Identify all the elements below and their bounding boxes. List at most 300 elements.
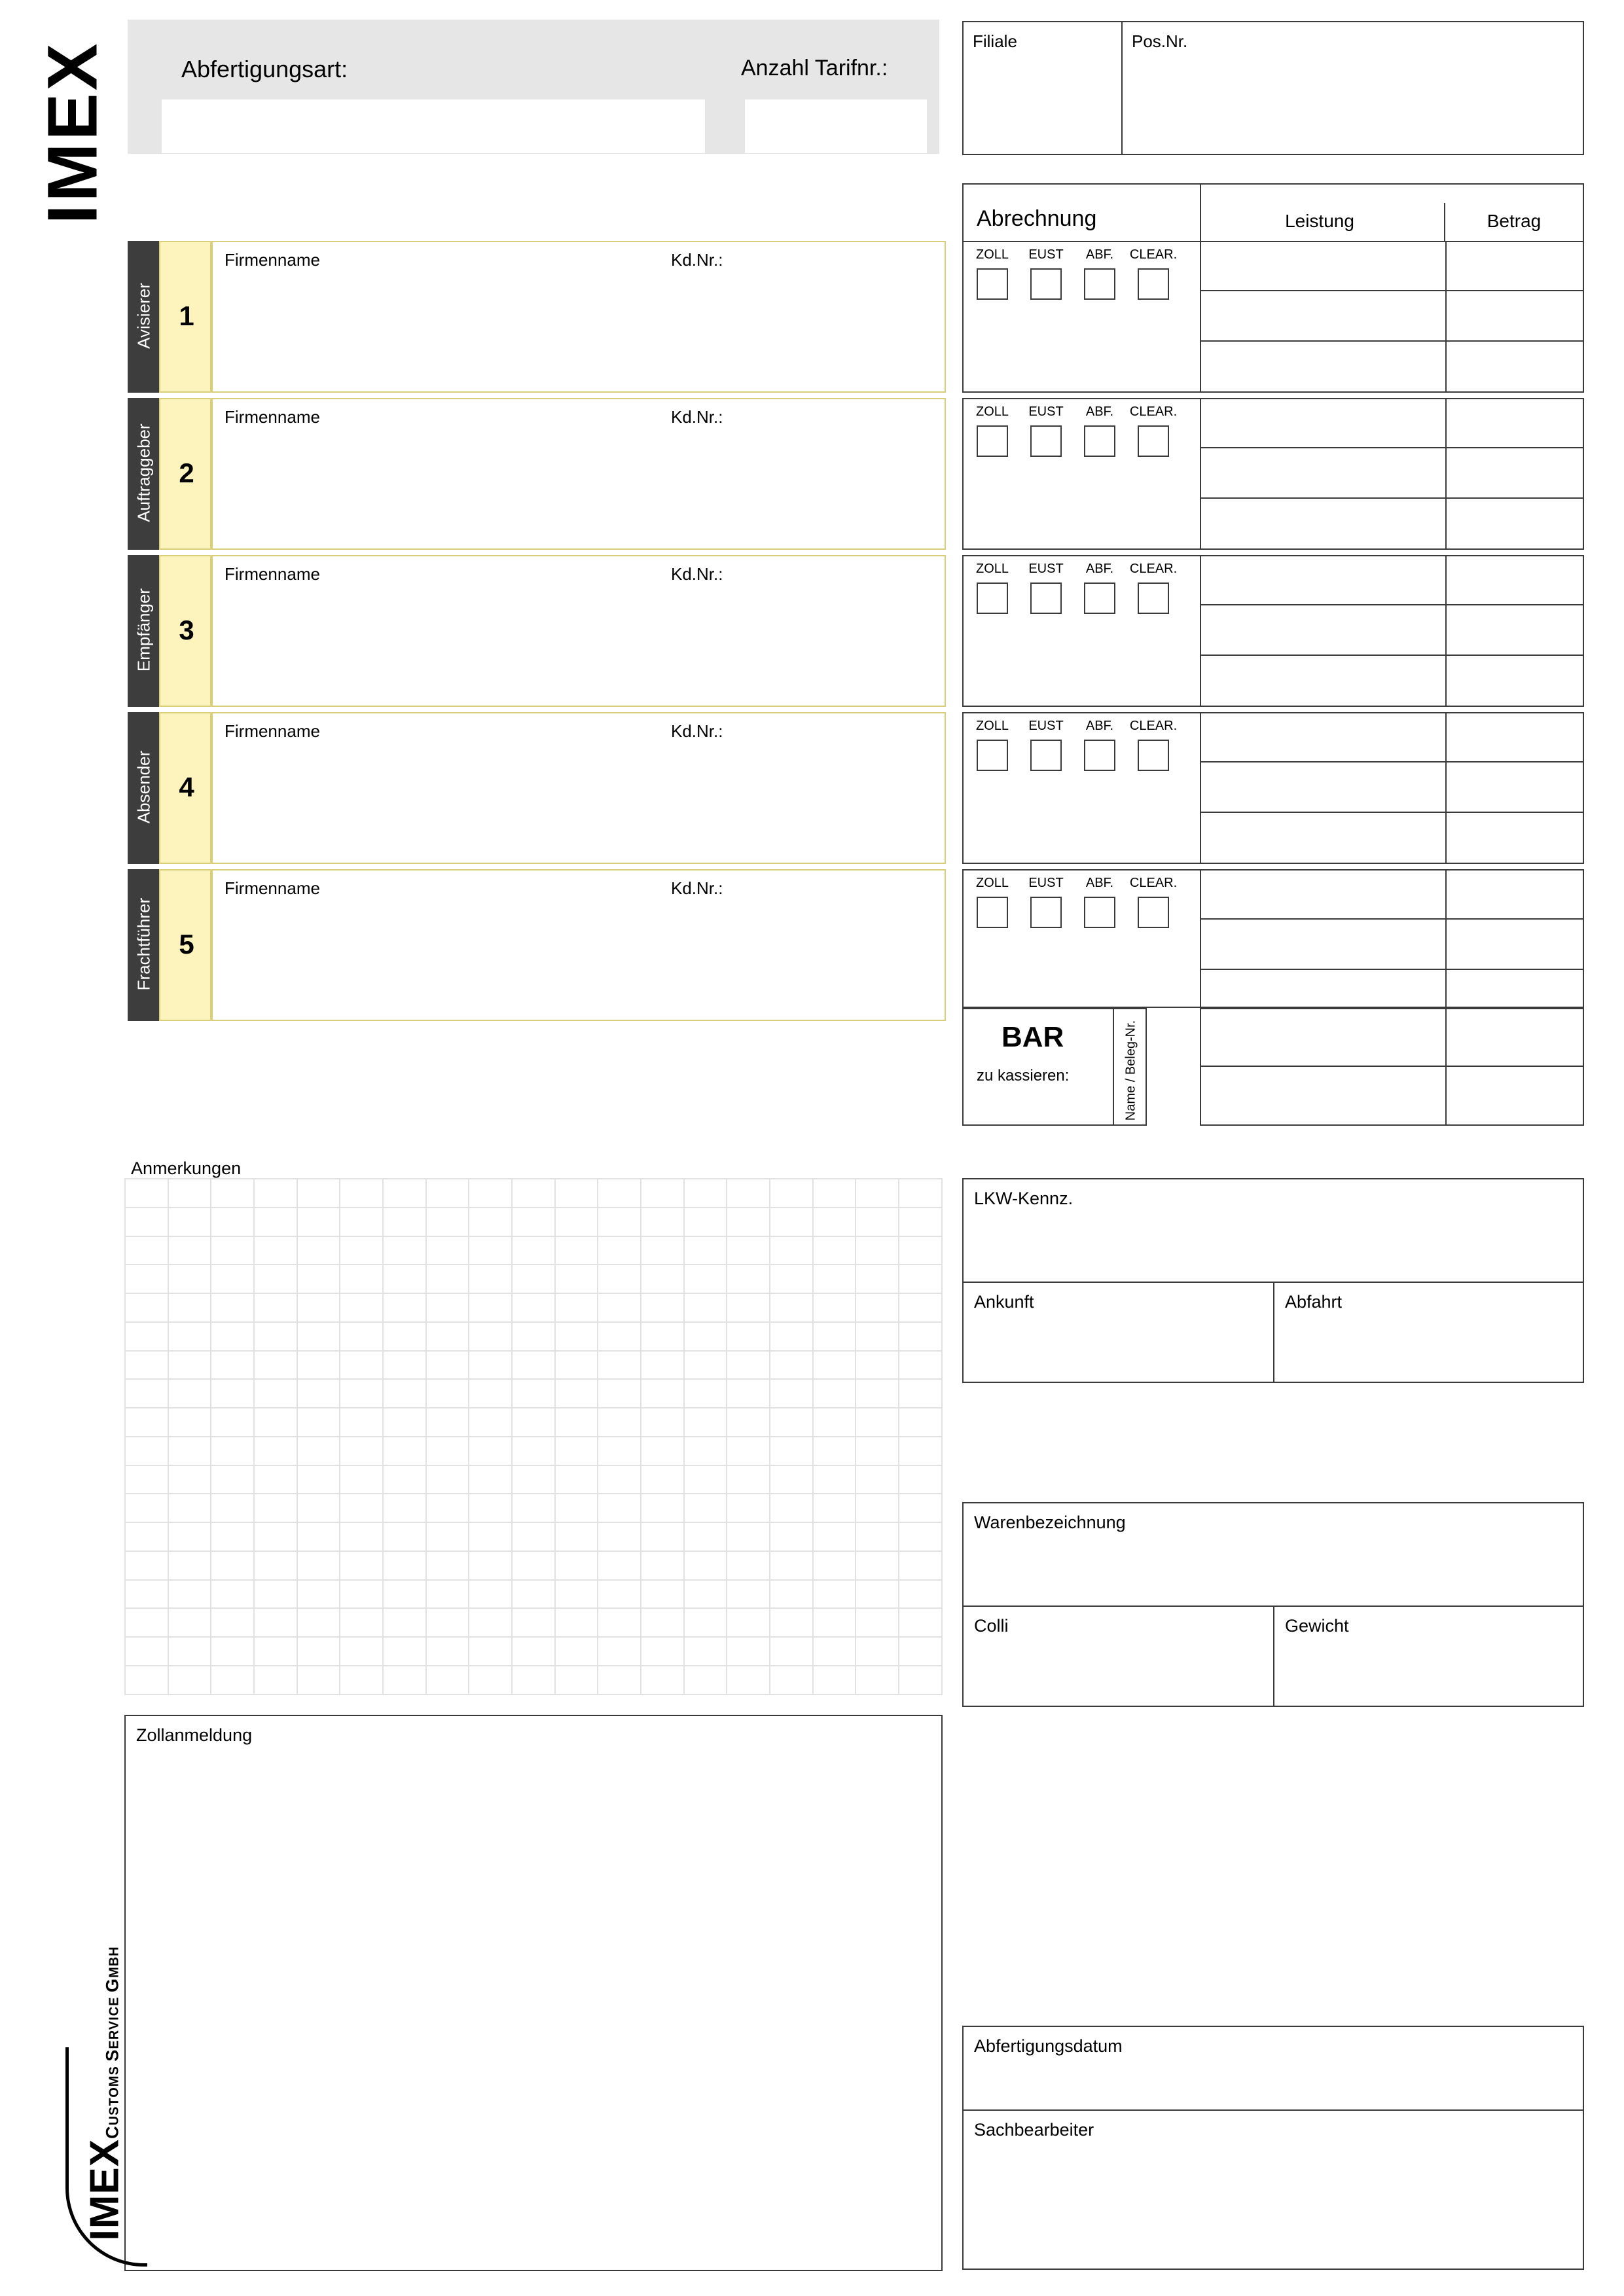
checkbox-eust-2[interactable]: [1030, 425, 1062, 457]
anmerkungen-cell[interactable]: [125, 1551, 168, 1580]
anmerkungen-cell[interactable]: [770, 1580, 813, 1609]
anmerkungen-cell[interactable]: [813, 1408, 856, 1437]
anmerkungen-cell[interactable]: [813, 1293, 856, 1322]
anmerkungen-cell[interactable]: [899, 1351, 942, 1380]
anmerkungen-cell[interactable]: [383, 1522, 426, 1551]
anmerkungen-cell[interactable]: [125, 1608, 168, 1637]
anmerkungen-cell[interactable]: [770, 1379, 813, 1408]
anmerkungen-cell[interactable]: [426, 1551, 469, 1580]
anmerkungen-cell[interactable]: [598, 1265, 641, 1293]
anmerkungen-cell[interactable]: [598, 1208, 641, 1236]
anmerkungen-cell[interactable]: [813, 1666, 856, 1695]
anmerkungen-cell[interactable]: [125, 1179, 168, 1208]
anmerkungen-cell[interactable]: [168, 1437, 211, 1465]
anmerkungen-cell[interactable]: [555, 1265, 598, 1293]
anmerkungen-cell[interactable]: [340, 1551, 383, 1580]
anmerkungen-cell[interactable]: [856, 1666, 899, 1695]
anmerkungen-cell[interactable]: [383, 1580, 426, 1609]
anmerkungen-cell[interactable]: [727, 1408, 770, 1437]
anmerkungen-cell[interactable]: [383, 1408, 426, 1437]
anmerkungen-cell[interactable]: [426, 1437, 469, 1465]
anmerkungen-cell[interactable]: [899, 1236, 942, 1265]
anmerkungen-cell[interactable]: [727, 1379, 770, 1408]
anmerkungen-cell[interactable]: [770, 1179, 813, 1208]
anmerkungen-cell[interactable]: [899, 1179, 942, 1208]
anmerkungen-cell[interactable]: [727, 1465, 770, 1494]
anmerkungen-cell[interactable]: [469, 1265, 512, 1293]
anmerkungen-cell[interactable]: [684, 1465, 727, 1494]
anmerkungen-cell[interactable]: [512, 1637, 555, 1666]
anmerkungen-cell[interactable]: [813, 1351, 856, 1380]
anmerkungen-cell[interactable]: [899, 1637, 942, 1666]
zollanmeldung-field[interactable]: [124, 1715, 943, 2271]
anmerkungen-cell[interactable]: [340, 1666, 383, 1695]
checkbox-zoll-5[interactable]: [977, 897, 1008, 928]
anmerkungen-cell[interactable]: [254, 1637, 297, 1666]
anmerkungen-cell[interactable]: [469, 1580, 512, 1609]
anmerkungen-cell[interactable]: [512, 1666, 555, 1695]
anmerkungen-cell[interactable]: [770, 1637, 813, 1666]
anmerkungen-cell[interactable]: [168, 1208, 211, 1236]
anmerkungen-cell[interactable]: [297, 1437, 340, 1465]
anmerkungen-cell[interactable]: [555, 1437, 598, 1465]
anmerkungen-cell[interactable]: [641, 1666, 684, 1695]
anmerkungen-cell[interactable]: [598, 1551, 641, 1580]
anmerkungen-cell[interactable]: [598, 1494, 641, 1522]
anmerkungen-cell[interactable]: [297, 1379, 340, 1408]
checkbox-abf-5[interactable]: [1084, 897, 1115, 928]
anmerkungen-cell[interactable]: [168, 1580, 211, 1609]
anmerkungen-cell[interactable]: [211, 1293, 254, 1322]
anmerkungen-cell[interactable]: [297, 1465, 340, 1494]
anmerkungen-cell[interactable]: [598, 1522, 641, 1551]
anmerkungen-cell[interactable]: [770, 1522, 813, 1551]
anmerkungen-cell[interactable]: [856, 1580, 899, 1609]
anmerkungen-cell[interactable]: [254, 1322, 297, 1351]
anmerkungen-cell[interactable]: [297, 1236, 340, 1265]
anmerkungen-cell[interactable]: [469, 1379, 512, 1408]
anmerkungen-cell[interactable]: [512, 1494, 555, 1522]
anmerkungen-cell[interactable]: [856, 1265, 899, 1293]
anmerkungen-cell[interactable]: [168, 1351, 211, 1380]
anmerkungen-cell[interactable]: [297, 1208, 340, 1236]
anmerkungen-cell[interactable]: [641, 1437, 684, 1465]
anmerkungen-cell[interactable]: [512, 1551, 555, 1580]
anmerkungen-cell[interactable]: [254, 1608, 297, 1637]
anmerkungen-cell[interactable]: [727, 1608, 770, 1637]
anmerkungen-cell[interactable]: [684, 1608, 727, 1637]
anmerkungen-cell[interactable]: [168, 1522, 211, 1551]
abfahrt-field[interactable]: [1273, 1282, 1584, 1383]
anmerkungen-cell[interactable]: [512, 1322, 555, 1351]
anmerkungen-cell[interactable]: [469, 1608, 512, 1637]
anmerkungen-cell[interactable]: [598, 1465, 641, 1494]
abrechnung-line-5c[interactable]: [1200, 970, 1584, 1008]
anmerkungen-cell[interactable]: [254, 1236, 297, 1265]
anmerkungen-cell[interactable]: [383, 1666, 426, 1695]
anmerkungen-cell[interactable]: [899, 1322, 942, 1351]
anmerkungen-cell[interactable]: [254, 1208, 297, 1236]
anmerkungen-cell[interactable]: [211, 1208, 254, 1236]
anmerkungen-cell[interactable]: [512, 1351, 555, 1380]
anmerkungen-cell[interactable]: [211, 1551, 254, 1580]
anmerkungen-cell[interactable]: [641, 1522, 684, 1551]
abrechnung-line-5a[interactable]: [1200, 869, 1584, 920]
anzahl-tarifnr-input[interactable]: [745, 99, 927, 153]
anmerkungen-cell[interactable]: [555, 1637, 598, 1666]
anmerkungen-cell[interactable]: [813, 1379, 856, 1408]
anmerkungen-cell[interactable]: [125, 1666, 168, 1695]
anmerkungen-cell[interactable]: [813, 1236, 856, 1265]
abrechnung-line-4a[interactable]: [1200, 712, 1584, 762]
anmerkungen-cell[interactable]: [684, 1208, 727, 1236]
anmerkungen-cell[interactable]: [856, 1379, 899, 1408]
anmerkungen-cell[interactable]: [125, 1265, 168, 1293]
anmerkungen-cell[interactable]: [125, 1236, 168, 1265]
anmerkungen-cell[interactable]: [770, 1293, 813, 1322]
anmerkungen-cell[interactable]: [168, 1494, 211, 1522]
anmerkungen-cell[interactable]: [211, 1580, 254, 1609]
anmerkungen-cell[interactable]: [297, 1494, 340, 1522]
checkbox-abf-4[interactable]: [1084, 740, 1115, 771]
checkbox-eust-4[interactable]: [1030, 740, 1062, 771]
posnr-field[interactable]: [1121, 21, 1584, 155]
anmerkungen-cell[interactable]: [555, 1408, 598, 1437]
anmerkungen-cell[interactable]: [641, 1580, 684, 1609]
anmerkungen-cell[interactable]: [254, 1437, 297, 1465]
anmerkungen-cell[interactable]: [856, 1494, 899, 1522]
anmerkungen-cell[interactable]: [383, 1637, 426, 1666]
anmerkungen-cell[interactable]: [641, 1265, 684, 1293]
anmerkungen-cell[interactable]: [469, 1351, 512, 1380]
checkbox-eust-1[interactable]: [1030, 268, 1062, 300]
abrechnung-line-1b[interactable]: [1200, 291, 1584, 342]
anmerkungen-cell[interactable]: [899, 1551, 942, 1580]
anmerkungen-cell[interactable]: [297, 1351, 340, 1380]
anmerkungen-cell[interactable]: [555, 1551, 598, 1580]
anmerkungen-cell[interactable]: [899, 1208, 942, 1236]
checkbox-clear-1[interactable]: [1138, 268, 1169, 300]
anmerkungen-cell[interactable]: [555, 1379, 598, 1408]
party-input-1[interactable]: [211, 241, 946, 393]
anmerkungen-cell[interactable]: [383, 1293, 426, 1322]
anmerkungen-cell[interactable]: [297, 1637, 340, 1666]
anmerkungen-cell[interactable]: [899, 1265, 942, 1293]
anmerkungen-cell[interactable]: [340, 1351, 383, 1380]
anmerkungen-cell[interactable]: [340, 1522, 383, 1551]
anmerkungen-cell[interactable]: [598, 1437, 641, 1465]
anmerkungen-cell[interactable]: [426, 1265, 469, 1293]
anmerkungen-cell[interactable]: [684, 1494, 727, 1522]
anmerkungen-cell[interactable]: [555, 1666, 598, 1695]
anmerkungen-cell[interactable]: [426, 1293, 469, 1322]
anmerkungen-cell[interactable]: [168, 1379, 211, 1408]
anmerkungen-cell[interactable]: [340, 1408, 383, 1437]
gewicht-field[interactable]: [1273, 1605, 1584, 1707]
anmerkungen-cell[interactable]: [856, 1408, 899, 1437]
anmerkungen-cell[interactable]: [125, 1322, 168, 1351]
anmerkungen-cell[interactable]: [899, 1437, 942, 1465]
anmerkungen-cell[interactable]: [168, 1293, 211, 1322]
anmerkungen-cell[interactable]: [168, 1465, 211, 1494]
anmerkungen-cell[interactable]: [168, 1666, 211, 1695]
anmerkungen-cell[interactable]: [340, 1580, 383, 1609]
anmerkungen-cell[interactable]: [297, 1293, 340, 1322]
anmerkungen-cell[interactable]: [856, 1608, 899, 1637]
anmerkungen-cell[interactable]: [727, 1322, 770, 1351]
anmerkungen-cell[interactable]: [684, 1551, 727, 1580]
anmerkungen-cell[interactable]: [727, 1580, 770, 1609]
anmerkungen-cell[interactable]: [684, 1580, 727, 1609]
anmerkungen-cell[interactable]: [512, 1437, 555, 1465]
anmerkungen-cell[interactable]: [512, 1465, 555, 1494]
anmerkungen-cell[interactable]: [684, 1179, 727, 1208]
anmerkungen-cell[interactable]: [555, 1208, 598, 1236]
anmerkungen-cell[interactable]: [813, 1465, 856, 1494]
anmerkungen-cell[interactable]: [813, 1608, 856, 1637]
anmerkungen-cell[interactable]: [770, 1265, 813, 1293]
anmerkungen-cell[interactable]: [555, 1494, 598, 1522]
anmerkungen-cell[interactable]: [469, 1408, 512, 1437]
anmerkungen-cell[interactable]: [899, 1522, 942, 1551]
anmerkungen-cell[interactable]: [426, 1379, 469, 1408]
anmerkungen-cell[interactable]: [340, 1494, 383, 1522]
anmerkungen-cell[interactable]: [211, 1236, 254, 1265]
anmerkungen-cell[interactable]: [211, 1322, 254, 1351]
anmerkungen-cell[interactable]: [254, 1408, 297, 1437]
anmerkungen-cell[interactable]: [125, 1379, 168, 1408]
anmerkungen-cell[interactable]: [125, 1293, 168, 1322]
anmerkungen-cell[interactable]: [899, 1580, 942, 1609]
anmerkungen-cell[interactable]: [727, 1522, 770, 1551]
anmerkungen-cell[interactable]: [856, 1351, 899, 1380]
abrechnung-line-5b[interactable]: [1200, 920, 1584, 970]
checkbox-zoll-2[interactable]: [977, 425, 1008, 457]
anmerkungen-cell[interactable]: [598, 1179, 641, 1208]
anmerkungen-cell[interactable]: [856, 1322, 899, 1351]
anmerkungen-cell[interactable]: [254, 1293, 297, 1322]
anmerkungen-cell[interactable]: [426, 1236, 469, 1265]
anmerkungen-cell[interactable]: [340, 1322, 383, 1351]
ankunft-field[interactable]: [962, 1282, 1274, 1383]
anmerkungen-cell[interactable]: [512, 1379, 555, 1408]
anmerkungen-cell[interactable]: [684, 1437, 727, 1465]
anmerkungen-cell[interactable]: [512, 1408, 555, 1437]
anmerkungen-cell[interactable]: [555, 1465, 598, 1494]
anmerkungen-cell[interactable]: [426, 1322, 469, 1351]
anmerkungen-cell[interactable]: [168, 1265, 211, 1293]
anmerkungen-cell[interactable]: [168, 1637, 211, 1666]
anmerkungen-cell[interactable]: [899, 1608, 942, 1637]
anmerkungen-cell[interactable]: [598, 1322, 641, 1351]
anmerkungen-cell[interactable]: [641, 1608, 684, 1637]
anmerkungen-cell[interactable]: [727, 1666, 770, 1695]
warenbezeichnung-field[interactable]: [962, 1502, 1584, 1607]
anmerkungen-cell[interactable]: [469, 1522, 512, 1551]
anmerkungen-cell[interactable]: [641, 1637, 684, 1666]
anmerkungen-cell[interactable]: [426, 1580, 469, 1609]
anmerkungen-cell[interactable]: [383, 1322, 426, 1351]
party-input-5[interactable]: [211, 869, 946, 1021]
anmerkungen-cell[interactable]: [813, 1322, 856, 1351]
anmerkungen-cell[interactable]: [297, 1522, 340, 1551]
anmerkungen-cell[interactable]: [383, 1236, 426, 1265]
anmerkungen-cell[interactable]: [813, 1179, 856, 1208]
anmerkungen-cell[interactable]: [469, 1666, 512, 1695]
abrechnung-line-4b[interactable]: [1200, 762, 1584, 813]
anmerkungen-cell[interactable]: [684, 1408, 727, 1437]
anmerkungen-cell[interactable]: [555, 1608, 598, 1637]
anmerkungen-cell[interactable]: [340, 1637, 383, 1666]
anmerkungen-cell[interactable]: [125, 1522, 168, 1551]
anmerkungen-cell[interactable]: [340, 1208, 383, 1236]
anmerkungen-grid[interactable]: [124, 1178, 943, 1695]
anmerkungen-cell[interactable]: [727, 1551, 770, 1580]
anmerkungen-cell[interactable]: [168, 1551, 211, 1580]
anmerkungen-cell[interactable]: [469, 1465, 512, 1494]
anmerkungen-cell[interactable]: [770, 1494, 813, 1522]
anmerkungen-cell[interactable]: [641, 1379, 684, 1408]
anmerkungen-cell[interactable]: [727, 1494, 770, 1522]
anmerkungen-cell[interactable]: [727, 1437, 770, 1465]
checkbox-zoll-4[interactable]: [977, 740, 1008, 771]
anmerkungen-cell[interactable]: [383, 1551, 426, 1580]
anmerkungen-cell[interactable]: [813, 1580, 856, 1609]
anmerkungen-cell[interactable]: [856, 1208, 899, 1236]
party-input-3[interactable]: [211, 555, 946, 707]
anmerkungen-cell[interactable]: [254, 1494, 297, 1522]
anmerkungen-cell[interactable]: [254, 1551, 297, 1580]
abrechnung-line-2b[interactable]: [1200, 448, 1584, 499]
anmerkungen-cell[interactable]: [856, 1465, 899, 1494]
anmerkungen-cell[interactable]: [770, 1322, 813, 1351]
anmerkungen-cell[interactable]: [254, 1351, 297, 1380]
anmerkungen-cell[interactable]: [297, 1580, 340, 1609]
anmerkungen-cell[interactable]: [383, 1179, 426, 1208]
anmerkungen-cell[interactable]: [340, 1179, 383, 1208]
anmerkungen-cell[interactable]: [340, 1236, 383, 1265]
anmerkungen-cell[interactable]: [383, 1465, 426, 1494]
sachbearbeiter-field[interactable]: [962, 2109, 1584, 2270]
anmerkungen-cell[interactable]: [598, 1408, 641, 1437]
anmerkungen-cell[interactable]: [555, 1322, 598, 1351]
anmerkungen-cell[interactable]: [727, 1179, 770, 1208]
anmerkungen-cell[interactable]: [598, 1637, 641, 1666]
anmerkungen-cell[interactable]: [512, 1236, 555, 1265]
anmerkungen-cell[interactable]: [125, 1208, 168, 1236]
anmerkungen-cell[interactable]: [383, 1265, 426, 1293]
anmerkungen-cell[interactable]: [297, 1551, 340, 1580]
anmerkungen-cell[interactable]: [426, 1608, 469, 1637]
anmerkungen-cell[interactable]: [813, 1637, 856, 1666]
filiale-field[interactable]: [962, 21, 1123, 155]
checkbox-eust-3[interactable]: [1030, 583, 1062, 614]
anmerkungen-cell[interactable]: [297, 1608, 340, 1637]
anmerkungen-cell[interactable]: [426, 1522, 469, 1551]
anmerkungen-cell[interactable]: [383, 1208, 426, 1236]
anmerkungen-cell[interactable]: [641, 1179, 684, 1208]
anmerkungen-cell[interactable]: [254, 1465, 297, 1494]
anmerkungen-cell[interactable]: [211, 1465, 254, 1494]
anmerkungen-cell[interactable]: [254, 1179, 297, 1208]
anmerkungen-cell[interactable]: [856, 1437, 899, 1465]
anmerkungen-cell[interactable]: [770, 1666, 813, 1695]
anmerkungen-cell[interactable]: [340, 1379, 383, 1408]
anmerkungen-cell[interactable]: [254, 1580, 297, 1609]
party-input-4[interactable]: [211, 712, 946, 864]
anmerkungen-cell[interactable]: [125, 1637, 168, 1666]
anmerkungen-cell[interactable]: [727, 1208, 770, 1236]
anmerkungen-cell[interactable]: [340, 1608, 383, 1637]
anmerkungen-cell[interactable]: [684, 1236, 727, 1265]
anmerkungen-cell[interactable]: [512, 1208, 555, 1236]
anmerkungen-cell[interactable]: [641, 1551, 684, 1580]
anmerkungen-cell[interactable]: [426, 1465, 469, 1494]
anmerkungen-cell[interactable]: [555, 1179, 598, 1208]
anmerkungen-cell[interactable]: [813, 1522, 856, 1551]
anmerkungen-cell[interactable]: [426, 1351, 469, 1380]
anmerkungen-cell[interactable]: [770, 1408, 813, 1437]
anmerkungen-cell[interactable]: [856, 1179, 899, 1208]
checkbox-abf-2[interactable]: [1084, 425, 1115, 457]
checkbox-clear-5[interactable]: [1138, 897, 1169, 928]
anmerkungen-cell[interactable]: [297, 1179, 340, 1208]
anmerkungen-cell[interactable]: [211, 1637, 254, 1666]
anmerkungen-cell[interactable]: [512, 1608, 555, 1637]
anmerkungen-cell[interactable]: [426, 1179, 469, 1208]
anmerkungen-cell[interactable]: [770, 1551, 813, 1580]
anmerkungen-cell[interactable]: [770, 1208, 813, 1236]
anmerkungen-cell[interactable]: [856, 1551, 899, 1580]
anmerkungen-cell[interactable]: [555, 1580, 598, 1609]
anmerkungen-cell[interactable]: [684, 1351, 727, 1380]
anmerkungen-cell[interactable]: [813, 1437, 856, 1465]
anmerkungen-cell[interactable]: [512, 1293, 555, 1322]
abrechnung-line-4c[interactable]: [1200, 813, 1584, 864]
abrechnung-line-2c[interactable]: [1200, 499, 1584, 550]
abrechnung-line-bar-a[interactable]: [1200, 1008, 1584, 1067]
anmerkungen-cell[interactable]: [770, 1437, 813, 1465]
anmerkungen-cell[interactable]: [297, 1408, 340, 1437]
anmerkungen-cell[interactable]: [469, 1637, 512, 1666]
anmerkungen-cell[interactable]: [426, 1208, 469, 1236]
anmerkungen-cell[interactable]: [899, 1465, 942, 1494]
anmerkungen-cell[interactable]: [512, 1179, 555, 1208]
anmerkungen-cell[interactable]: [899, 1494, 942, 1522]
anmerkungen-cell[interactable]: [426, 1494, 469, 1522]
anmerkungen-cell[interactable]: [211, 1265, 254, 1293]
checkbox-clear-4[interactable]: [1138, 740, 1169, 771]
anmerkungen-cell[interactable]: [684, 1265, 727, 1293]
anmerkungen-cell[interactable]: [383, 1379, 426, 1408]
anmerkungen-cell[interactable]: [469, 1236, 512, 1265]
anmerkungen-cell[interactable]: [598, 1293, 641, 1322]
anmerkungen-cell[interactable]: [168, 1322, 211, 1351]
anmerkungen-cell[interactable]: [125, 1580, 168, 1609]
anmerkungen-cell[interactable]: [211, 1494, 254, 1522]
anmerkungen-cell[interactable]: [383, 1608, 426, 1637]
anmerkungen-cell[interactable]: [727, 1265, 770, 1293]
abrechnung-line-3a[interactable]: [1200, 555, 1584, 605]
anmerkungen-cell[interactable]: [555, 1351, 598, 1380]
anmerkungen-cell[interactable]: [813, 1265, 856, 1293]
anmerkungen-cell[interactable]: [856, 1637, 899, 1666]
anmerkungen-cell[interactable]: [856, 1236, 899, 1265]
abfertigungsdatum-field[interactable]: [962, 2026, 1584, 2111]
anmerkungen-cell[interactable]: [684, 1666, 727, 1695]
checkbox-zoll-1[interactable]: [977, 268, 1008, 300]
anmerkungen-cell[interactable]: [125, 1408, 168, 1437]
